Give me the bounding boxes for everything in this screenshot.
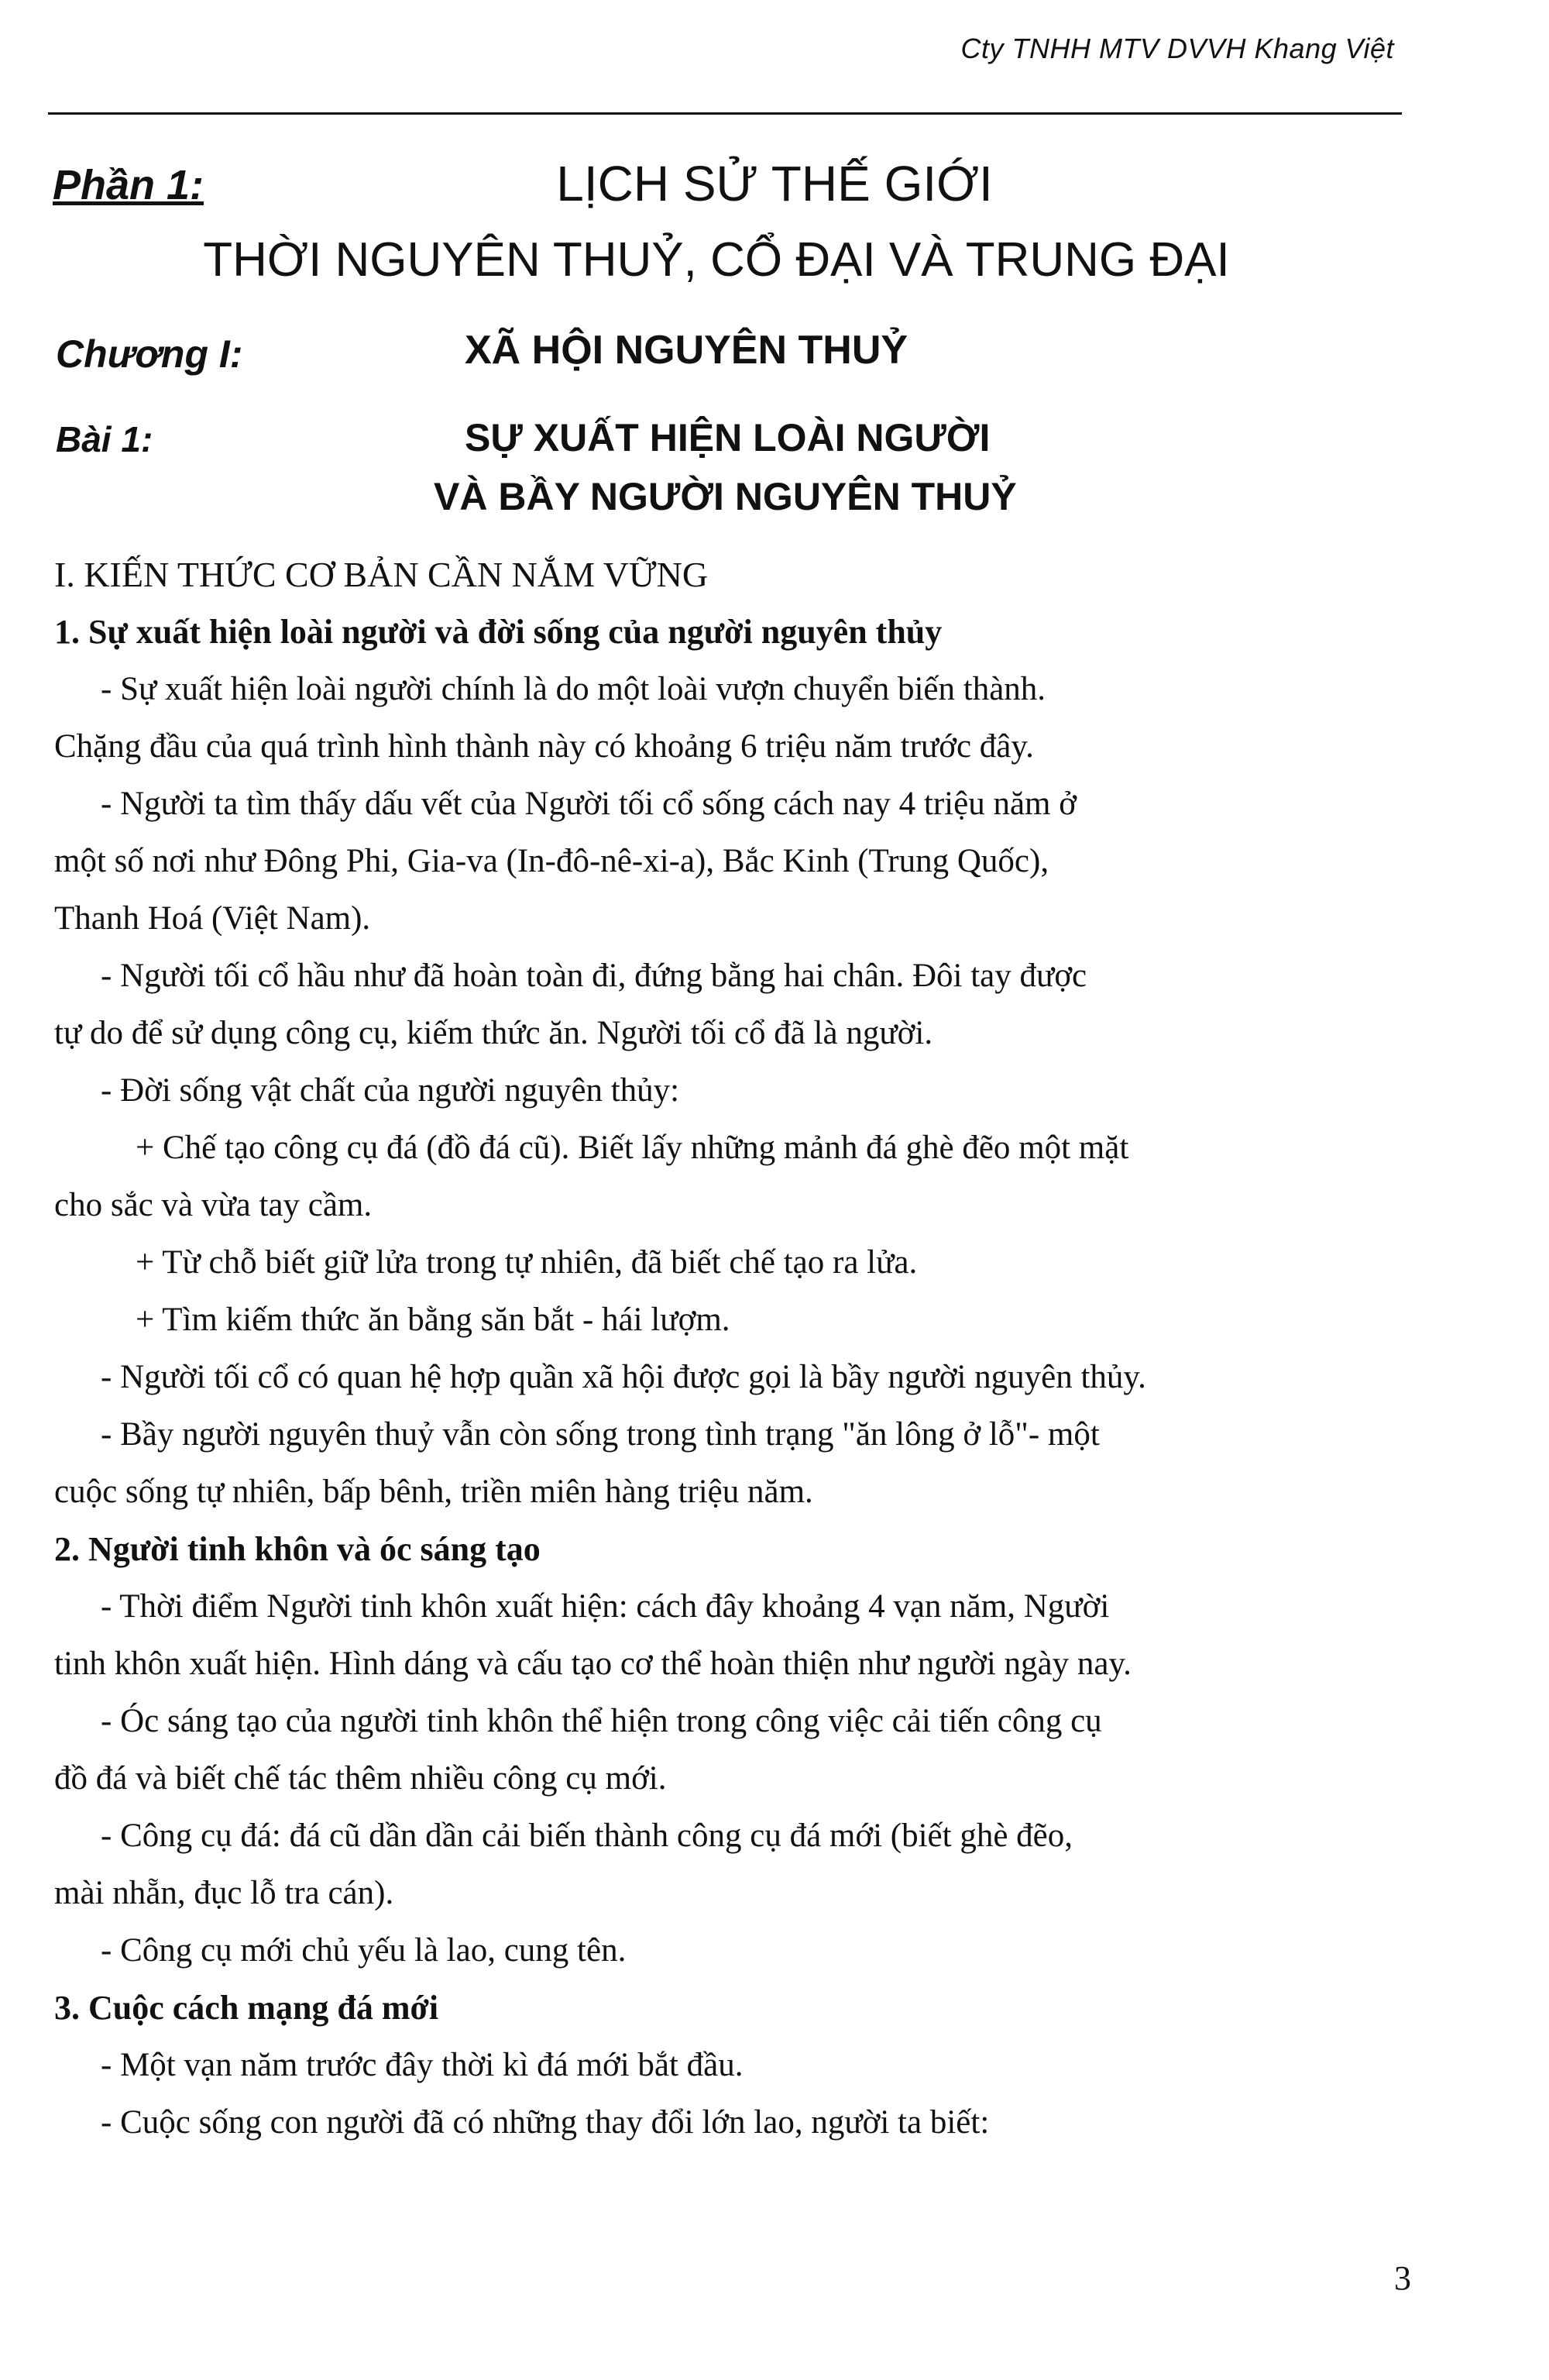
paragraph-line: - Bầy người nguyên thuỷ vẫn còn sống trong tình trạng "ăn lông ở lỗ"- một [101, 1416, 1100, 1453]
part-label: Phần 1: [53, 162, 204, 208]
paragraph-line: + Chế tạo công cụ đá (đồ đá cũ). Biết lấy những mảnh đá ghè đẽo một mặt [136, 1130, 1129, 1166]
chapter-title: XÃ HỘI NGUYÊN THUỶ [465, 328, 908, 373]
subheading-3: 3. Cuộc cách mạng đá mới [54, 1989, 439, 2027]
paragraph-line: tự do để sử dụng công cụ, kiếm thức ăn. Người tối cổ đã là người. [54, 1015, 933, 1051]
paragraph-line: - Óc sáng tạo của người tinh khôn thể hiện trong công việc cải tiến công cụ [101, 1703, 1102, 1739]
paragraph-line: cuộc sống tự nhiên, bấp bênh, triền miên hàng triệu năm. [54, 1474, 813, 1510]
paragraph-line: một số nơi như Đông Phi, Gia-va (In-đô-nê-xi-a), Bắc Kinh (Trung Quốc), [54, 843, 1049, 879]
paragraph-line: - Người tối cổ có quan hệ hợp quần xã hội được gọi là bầy người nguyên thủy. [101, 1359, 1146, 1395]
publisher-header: Cty TNHH MTV DVVH Khang Việt [960, 33, 1394, 64]
paragraph-line: - Sự xuất hiện loài người chính là do một loài vượn chuyển biến thành. [101, 671, 1046, 707]
paragraph-line: đồ đá và biết chế tác thêm nhiều công cụ mới. [54, 1760, 667, 1797]
paragraph-line: - Công cụ đá: đá cũ dần dần cải biến thành công cụ đá mới (biết ghè đẽo, [101, 1818, 1073, 1854]
paragraph-line: - Công cụ mới chủ yếu là lao, cung tên. [101, 1932, 627, 1969]
lesson-label: Bài 1: [56, 419, 153, 459]
section-heading: I. KIẾN THỨC CƠ BẢN CẦN NẮM VỮNG [54, 555, 709, 594]
part-title: LỊCH SỬ THẾ GIỚI [556, 156, 993, 212]
subheading-1: 1. Sự xuất hiện loài người và đời sống của người nguyên thủy [54, 613, 943, 651]
header-rule [48, 112, 1402, 115]
paragraph-line: - Cuộc sống con người đã có những thay đổi lớn lao, người ta biết: [101, 2104, 990, 2141]
paragraph-line: + Từ chỗ biết giữ lửa trong tự nhiên, đã biết chế tạo ra lửa. [136, 1244, 918, 1281]
paragraph-line: tinh khôn xuất hiện. Hình dáng và cấu tạo cơ thể hoàn thiện như người ngày nay. [54, 1646, 1132, 1682]
chapter-label: Chương I: [56, 332, 243, 376]
lesson-title-line1: SỰ XUẤT HIỆN LOÀI NGƯỜI [465, 416, 991, 459]
paragraph-line: Chặng đầu của quá trình hình thành này có khoảng 6 triệu năm trước đây. [54, 728, 1034, 765]
paragraph-line: cho sắc và vừa tay cầm. [54, 1187, 373, 1223]
lesson-title-line2: VÀ BẦY NGƯỜI NGUYÊN THUỶ [434, 475, 1017, 518]
paragraph-line: mài nhẵn, đục lỗ tra cán). [54, 1875, 394, 1911]
paragraph-line: - Người ta tìm thấy dấu vết của Người tối cổ sống cách nay 4 triệu năm ở [101, 786, 1077, 822]
paragraph-line: - Đời sống vật chất của người nguyên thủy: [101, 1072, 680, 1109]
paragraph-line: - Một vạn năm trước đây thời kì đá mới bắt đầu. [101, 2047, 744, 2083]
paragraph-line: Thanh Hoá (Việt Nam). [54, 900, 371, 937]
paragraph-line: - Thời điểm Người tinh khôn xuất hiện: cách đây khoảng 4 vạn năm, Người [101, 1588, 1110, 1625]
subheading-2: 2. Người tinh khôn và óc sáng tạo [54, 1530, 541, 1568]
paragraph-line: - Người tối cổ hầu như đã hoàn toàn đi, đứng bằng hai chân. Đôi tay được [101, 958, 1087, 994]
page-number: 3 [1394, 2259, 1411, 2297]
body-text [54, 546, 1425, 2151]
paragraph-line: + Tìm kiếm thức ăn bằng săn bắt - hái lượm. [136, 1302, 730, 1338]
part-subtitle: THỜI NGUYÊN THUỶ, CỔ ĐẠI VÀ TRUNG ĐẠI [203, 233, 1230, 287]
